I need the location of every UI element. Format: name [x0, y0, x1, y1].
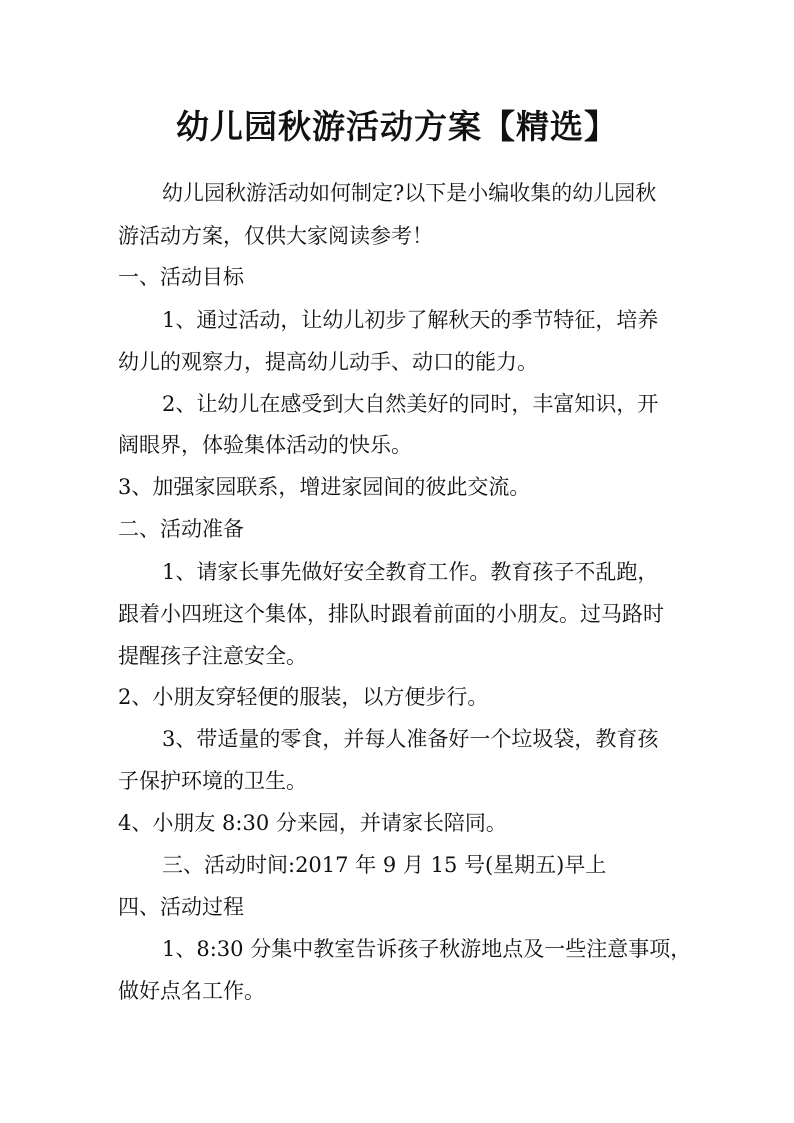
section-heading-process: 四、活动过程	[118, 895, 244, 919]
prep-4: 4、小朋友 8:30 分来园，并请家长陪同。	[118, 811, 507, 835]
intro-line-2: 游活动方案，仅供大家阅读参考！	[118, 224, 433, 248]
prep-3-line-2: 子保护环境的卫生。	[118, 769, 307, 793]
prep-2: 2、小朋友穿轻便的服装，以方便步行。	[118, 685, 489, 709]
section-heading-goals: 一、活动目标	[118, 265, 244, 289]
prep-1-line-3: 提醒孩子注意安全。	[118, 644, 307, 668]
prep-1-line-2: 跟着小四班这个集体，排队时跟着前面的小朋友。过马路时	[118, 602, 664, 626]
prep-3-line-1: 3、带适量的零食，并每人准备好一个垃圾袋，教育孩	[162, 727, 659, 751]
goal-2-line-2: 阔眼界，体验集体活动的快乐。	[118, 433, 412, 457]
goal-3: 3、加强家园联系，增进家园间的彼此交流。	[118, 475, 531, 499]
process-1-line-1: 1、8:30 分集中教室告诉孩子秋游地点及一些注意事项，	[162, 937, 692, 961]
prep-1-line-1: 1、请家长事先做好安全教育工作。教育孩子不乱跑，	[162, 560, 659, 584]
goal-2-line-1: 2、让幼儿在感受到大自然美好的同时，丰富知识，开	[162, 392, 659, 416]
process-1-line-2: 做好点名工作。	[118, 979, 265, 1003]
section-heading-preparation: 二、活动准备	[118, 517, 244, 541]
goal-1-line-2: 幼儿的观察力，提高幼儿动手、动口的能力。	[118, 350, 538, 374]
goal-1-line-1: 1、通过活动，让幼儿初步了解秋天的季节特征，培养	[162, 308, 659, 332]
document-title: 幼儿园秋游活动方案【精选】	[176, 107, 618, 146]
intro-line-1: 幼儿园秋游活动如何制定?以下是小编收集的幼儿园秋	[162, 181, 657, 205]
section-heading-time: 三、活动时间:2017 年 9 月 15 号(星期五)早上	[162, 853, 607, 877]
